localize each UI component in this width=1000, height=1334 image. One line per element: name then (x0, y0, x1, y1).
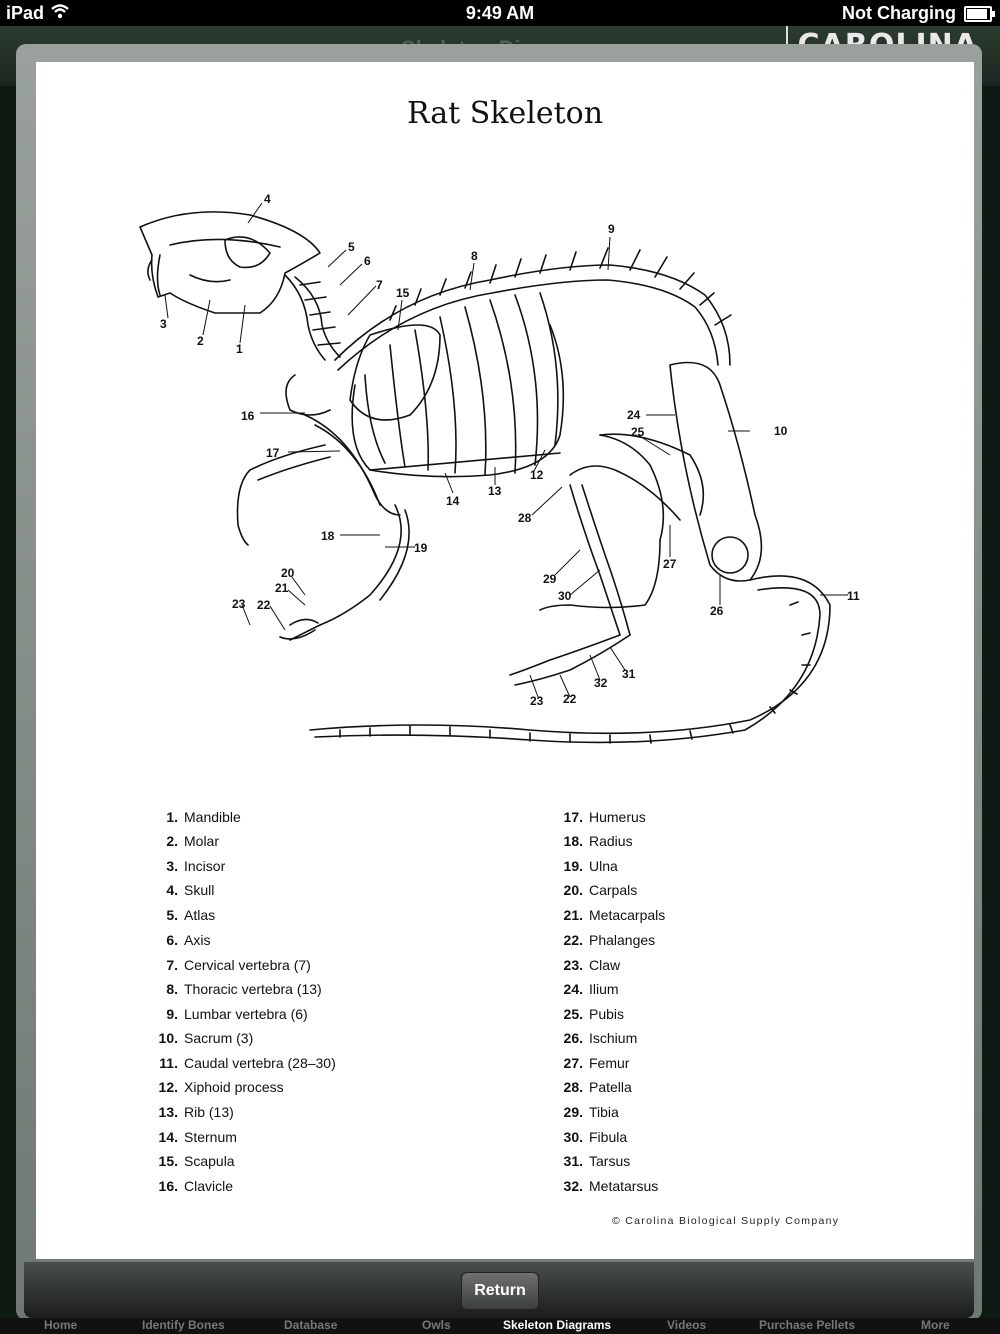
legend-number: 26. (563, 1030, 583, 1046)
legend-item (156, 957, 311, 973)
callout-number: 4 (264, 192, 271, 206)
legend-number: 7. (166, 957, 178, 973)
legend-item (156, 1129, 237, 1145)
legend-label: Humerus (589, 809, 646, 825)
callout-number: 23 (232, 597, 246, 611)
legend-label: Clavicle (184, 1178, 234, 1194)
legend-item (156, 1030, 253, 1046)
legend-item (561, 957, 620, 973)
legend-item (561, 907, 665, 923)
legend-label: Atlas (184, 907, 216, 923)
battery-icon (964, 6, 992, 22)
legend-number: 10. (158, 1030, 178, 1046)
tab-database[interactable]: Database (284, 1318, 338, 1332)
legend-number: 3. (166, 858, 178, 874)
legend-label: Caudal vertebra (28–30) (184, 1055, 336, 1071)
legend-number: 32. (563, 1178, 583, 1194)
legend-item (561, 1178, 658, 1194)
legend-label: Thoracic vertebra (13) (184, 981, 322, 997)
return-button[interactable]: Return (461, 1272, 539, 1310)
legend-number: 21. (563, 907, 583, 923)
callout-number: 5 (348, 240, 355, 254)
tab-purchase-pellets[interactable]: Purchase Pellets (759, 1318, 856, 1332)
callout-number: 6 (364, 254, 371, 268)
legend-label: Skull (184, 882, 215, 898)
legend-label: Molar (184, 833, 220, 849)
legend-label: Ulna (589, 858, 618, 874)
legend-number: 18. (563, 833, 583, 849)
legend-item (156, 1104, 234, 1120)
legend-item (156, 882, 214, 898)
legend-number: 30. (563, 1129, 583, 1145)
legend-item (156, 1178, 233, 1194)
diagram-title: Rat Skeleton (406, 96, 604, 131)
tab-more[interactable]: More (921, 1318, 950, 1332)
legend-number: 9. (166, 1006, 178, 1022)
legend-number: 23. (563, 957, 583, 973)
legend-number: 16. (158, 1178, 178, 1194)
legend-item (561, 1079, 632, 1095)
legend-number: 13. (158, 1104, 178, 1120)
legend-item (156, 932, 210, 948)
legend-number: 6. (166, 932, 178, 948)
tab-bar (0, 1318, 1000, 1334)
legend-number: 25. (563, 1006, 583, 1022)
callout-number: 14 (446, 494, 460, 508)
tab-owls[interactable]: Owls (422, 1318, 451, 1332)
tab-skeleton-diagrams[interactable]: Skeleton Diagrams (503, 1318, 612, 1332)
legend-label: Lumbar vertebra (6) (184, 1006, 308, 1022)
legend-number: 22. (563, 932, 583, 948)
callout-number: 21 (275, 581, 289, 595)
legend-label: Ischium (589, 1030, 638, 1046)
carrier-label: iPad (6, 3, 45, 23)
legend-label: Fibula (589, 1129, 628, 1145)
legend-label: Rib (13) (184, 1104, 234, 1120)
tab-videos[interactable]: Videos (667, 1318, 707, 1332)
clock: 9:49 AM (465, 3, 535, 23)
callout-number: 20 (281, 566, 295, 580)
callout-number: 24 (627, 408, 641, 422)
legend-label: Xiphoid process (184, 1079, 284, 1095)
legend-label: Pubis (589, 1006, 625, 1022)
legend-number: 27. (563, 1055, 583, 1071)
legend-item (561, 1030, 637, 1046)
status-bar (0, 0, 1000, 26)
copyright-text: © Carolina Biological Supply Company (612, 1215, 840, 1227)
legend-item (156, 907, 215, 923)
callout-number: 1 (236, 342, 243, 356)
callout-number: 9 (608, 222, 615, 236)
callout-number: 12 (530, 468, 544, 482)
legend-item (156, 981, 322, 997)
legend-label: Tarsus (589, 1153, 631, 1169)
legend-item (561, 858, 618, 874)
legend-item (156, 1006, 308, 1022)
legend-item (561, 981, 619, 997)
legend-item (156, 809, 241, 825)
legend-item (156, 833, 219, 849)
callout-number: 28 (518, 511, 532, 525)
callout-number: 23 (530, 694, 544, 708)
legend-number: 31. (563, 1153, 583, 1169)
callout-number: 32 (594, 676, 608, 690)
legend-item (561, 1153, 630, 1169)
legend-item (561, 1129, 627, 1145)
legend-label: Axis (184, 932, 211, 948)
legend-number: 15. (158, 1153, 178, 1169)
legend-label: Ilium (589, 981, 619, 997)
rat-skeleton-drawing (130, 185, 870, 760)
callout-number: 18 (321, 529, 335, 543)
legend-number: 1. (166, 809, 178, 825)
callout-number: 29 (543, 572, 557, 586)
callout-number: 2 (197, 334, 204, 348)
legend-number: 19. (563, 858, 583, 874)
callout-number: 16 (241, 409, 255, 423)
legend-number: 11. (159, 1055, 178, 1071)
callout-number: 30 (558, 589, 572, 603)
legend-item (561, 809, 646, 825)
legend-label: Claw (589, 957, 621, 973)
callout-number: 27 (663, 557, 677, 571)
legend-label: Incisor (184, 858, 226, 874)
callout-number: 8 (471, 249, 478, 263)
callout-number: 10 (774, 424, 788, 438)
callout-number: 19 (414, 541, 428, 555)
legend-item (561, 1104, 619, 1120)
legend-label: Cervical vertebra (7) (184, 957, 311, 973)
callout-number: 17 (266, 446, 280, 460)
callout-number: 22 (257, 598, 271, 612)
legend-item (156, 1079, 284, 1095)
callout-number: 3 (160, 317, 167, 331)
legend-label: Sacrum (3) (184, 1030, 254, 1046)
legend-label: Phalanges (589, 932, 656, 948)
callout-number: 25 (631, 425, 645, 439)
callout-number: 11 (847, 589, 860, 603)
legend-item (156, 1055, 336, 1071)
legend-label: Mandible (184, 809, 241, 825)
legend-label: Femur (589, 1055, 630, 1071)
legend-number: 8. (166, 981, 178, 997)
legend-label: Metatarsus (589, 1178, 659, 1194)
callout-number: 26 (710, 604, 724, 618)
legend-label: Patella (589, 1079, 632, 1095)
tab-home[interactable]: Home (44, 1318, 78, 1332)
legend-label: Sternum (184, 1129, 237, 1145)
legend-item (561, 833, 633, 849)
legend-label: Scapula (184, 1153, 235, 1169)
legend-item (561, 882, 637, 898)
tab-identify-bones[interactable]: Identify Bones (142, 1318, 225, 1332)
legend-number: 20. (563, 882, 583, 898)
legend-number: 2. (166, 833, 178, 849)
callout-number: 7 (376, 278, 383, 292)
legend-item (561, 1006, 624, 1022)
legend-item (561, 1055, 629, 1071)
legend-number: 12. (158, 1079, 178, 1095)
callout-number: 31 (622, 667, 636, 681)
legend-label: Tibia (589, 1104, 619, 1120)
legend-label: Carpals (589, 882, 638, 898)
callout-number: 22 (563, 692, 577, 706)
legend-number: 28. (563, 1079, 583, 1095)
legend-label: Metacarpals (589, 907, 666, 923)
legend-number: 14. (158, 1129, 178, 1145)
legend-item (156, 1153, 235, 1169)
legend-label: Radius (589, 833, 633, 849)
legend-number: 4. (166, 882, 178, 898)
callout-number: 15 (396, 286, 410, 300)
callout-number: 13 (488, 484, 502, 498)
legend-number: 29. (563, 1104, 583, 1120)
legend-number: 17. (563, 809, 583, 825)
legend-item (561, 932, 655, 948)
rat-skeleton-illustration (130, 185, 870, 760)
legend-number: 24. (563, 981, 583, 997)
legend-number: 5. (166, 907, 178, 923)
legend-item (156, 858, 225, 874)
charging-status: Not Charging (842, 3, 956, 23)
